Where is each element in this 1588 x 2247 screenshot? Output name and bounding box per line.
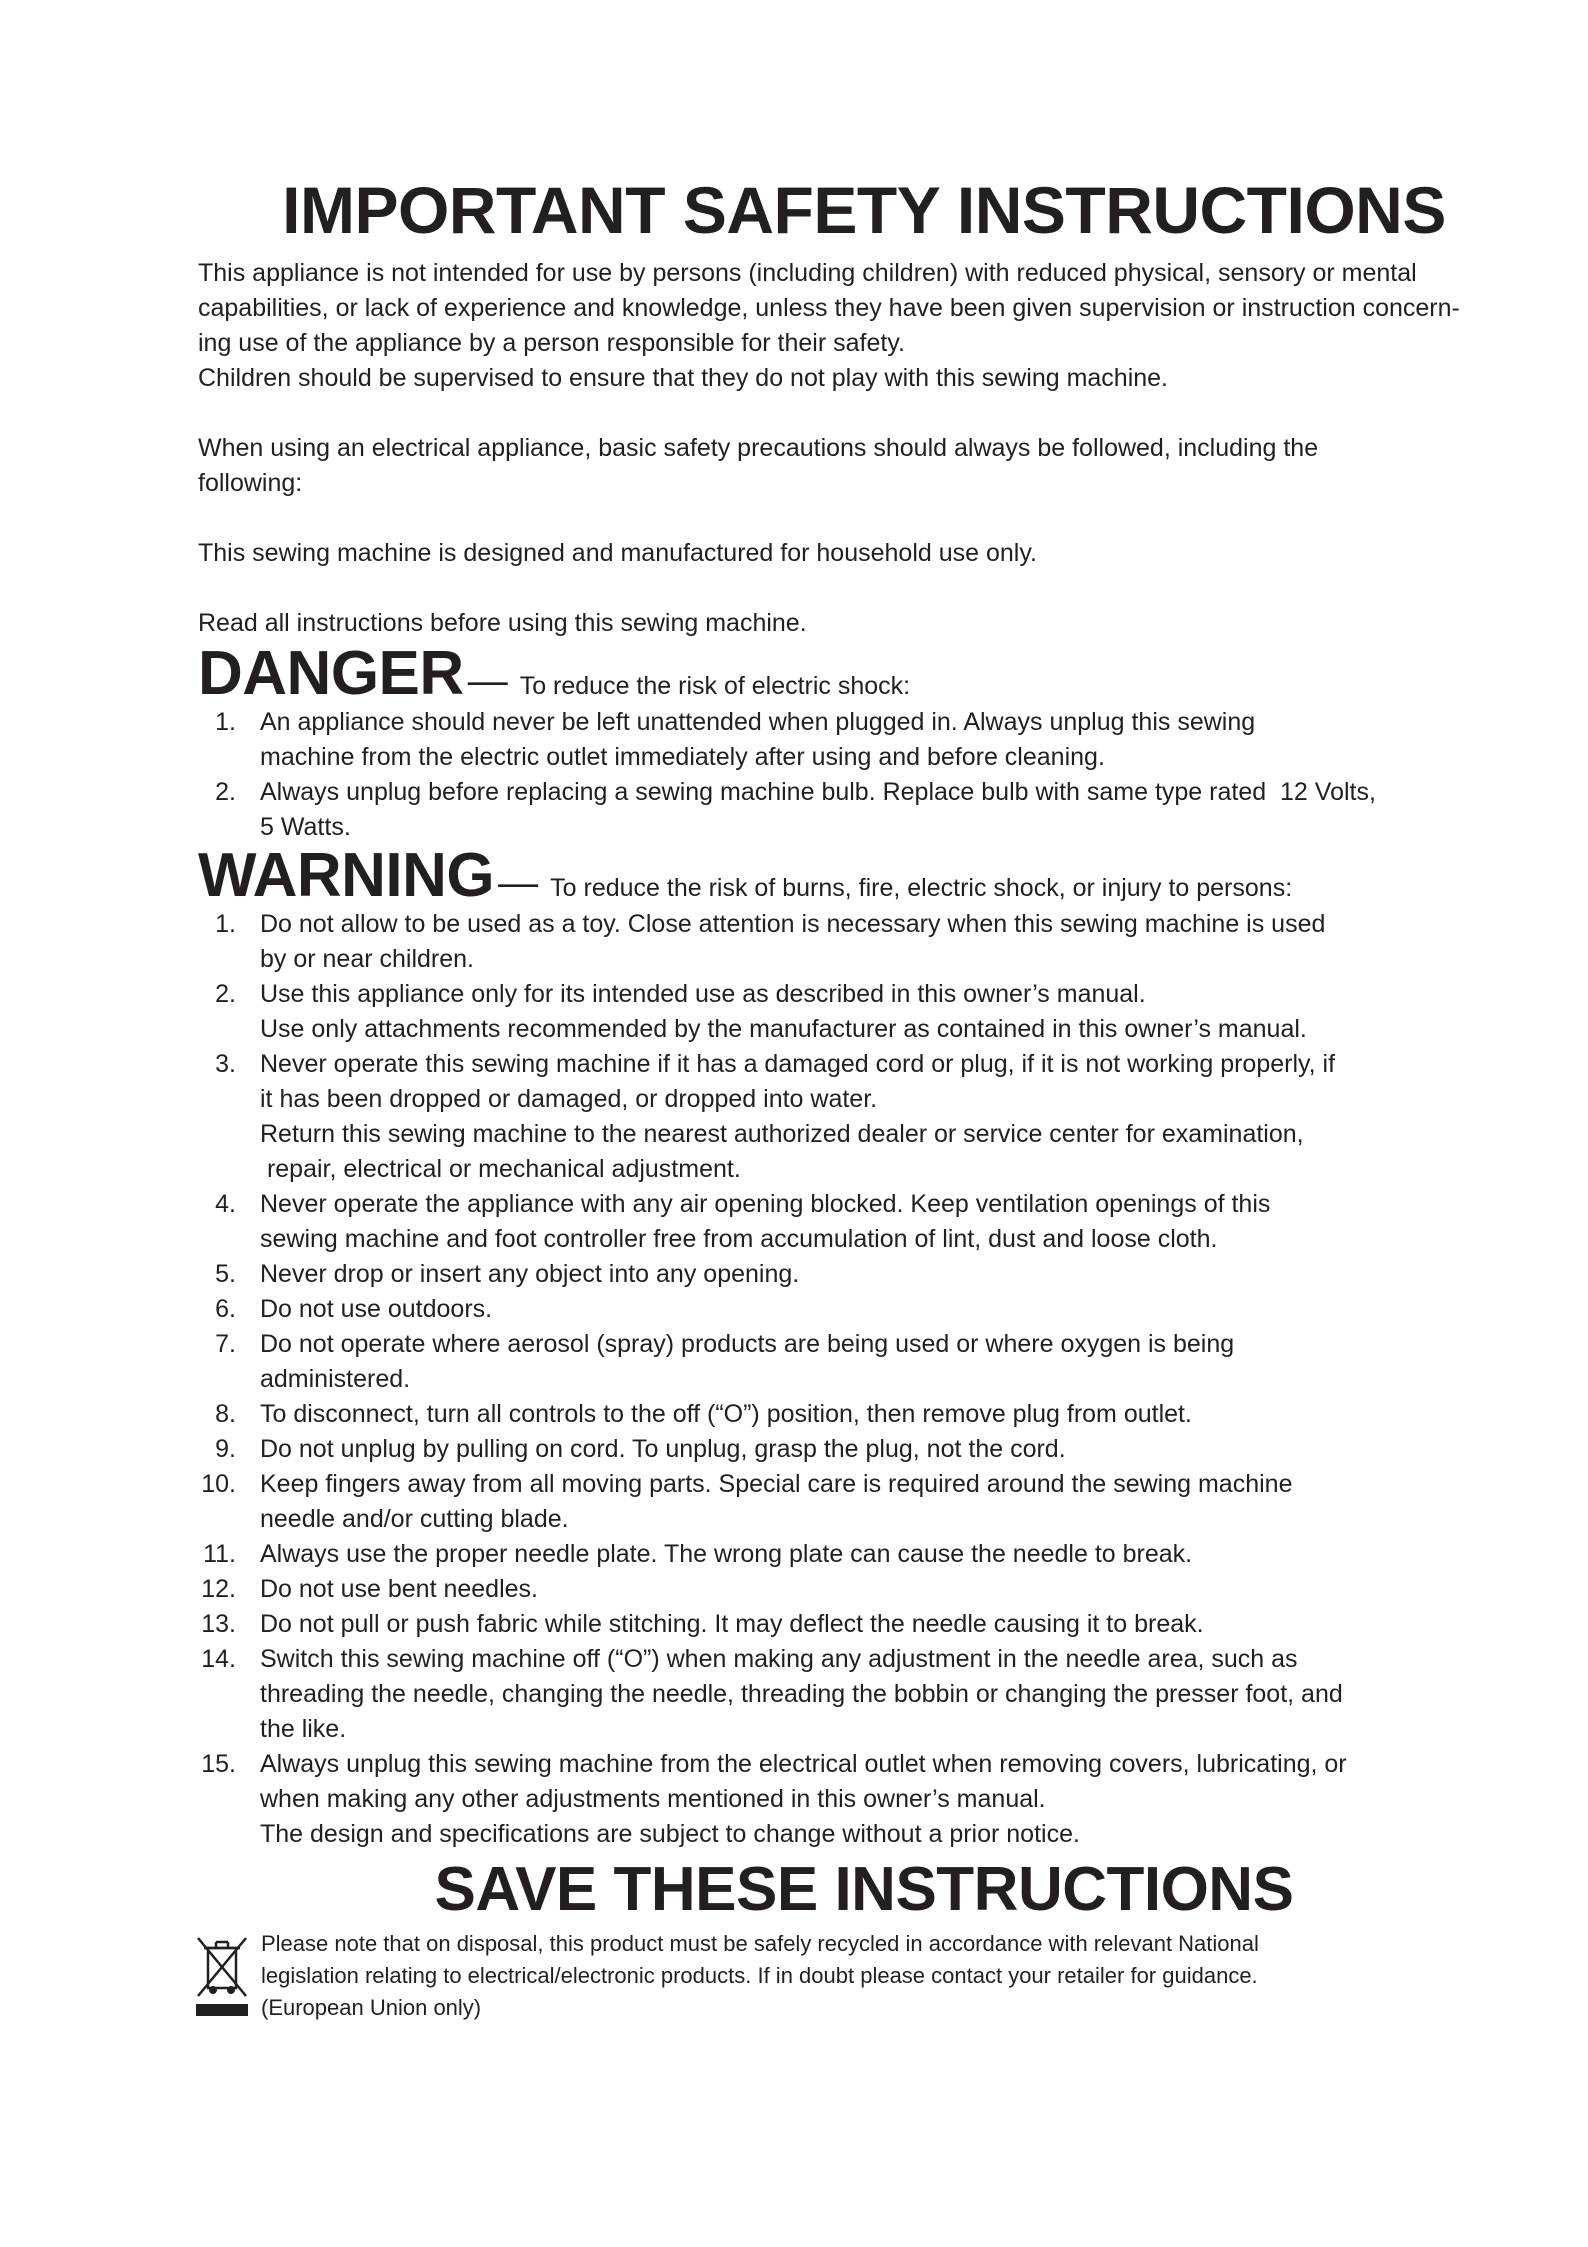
list-item-line: Do not pull or push fabric while stitching. It may deflect the needle causing it to break.: [260, 1610, 1204, 1638]
list-number: 11.: [203, 1540, 236, 1568]
list-item-line: needle and/or cutting blade.: [260, 1505, 569, 1533]
save-instructions-title: SAVE THESE INSTRUCTIONS: [434, 1855, 1294, 1924]
list-number: 14.: [201, 1645, 236, 1673]
list-number: 12.: [201, 1575, 236, 1603]
list-number: 4.: [215, 1190, 236, 1218]
list-number: 10.: [201, 1470, 236, 1498]
list-number: 3.: [215, 1050, 236, 1078]
warning-item-15: [198, 1747, 1448, 1852]
list-item-line: Do not allow to be used as a toy. Close attention is necessary when this sewing machine is used: [260, 910, 1326, 938]
warning-item-7: [198, 1327, 1448, 1397]
list-item-line: when making any other adjustments mentioned in this owner’s manual.: [260, 1785, 1046, 1813]
list-item-line: An appliance should never be left unattended when plugged in. Always unplug this sewing: [260, 708, 1256, 736]
list-item-line: Never drop or insert any object into any opening.: [260, 1260, 800, 1288]
paragraph-gap: [198, 571, 1548, 606]
warning-dash: —: [498, 861, 539, 905]
paragraph-gap: [198, 501, 1548, 536]
list-number: 13.: [201, 1610, 236, 1638]
danger-dash: —: [467, 659, 508, 703]
list-item-line: Always unplug before replacing a sewing machine bulb. Replace bulb with same type rated 12 Volts,: [260, 778, 1376, 806]
disposal-line: (European Union only): [261, 1995, 482, 2020]
list-item-line: Always unplug this sewing machine from the electrical outlet when removing covers, lubricating, or: [260, 1750, 1347, 1778]
intro-line: Children should be supervised to ensure that they do not play with this sewing machine.: [198, 364, 1169, 392]
list-item-line: Do not use bent needles.: [260, 1575, 538, 1603]
list-number: 2.: [215, 778, 236, 806]
danger-word: DANGER: [198, 639, 464, 708]
list-item-line: To disconnect, turn all controls to the off (“O”) position, then remove plug from outlet.: [260, 1400, 1192, 1428]
warning-item-10: [198, 1467, 1448, 1537]
crossed-out-wheelie-bin-icon: [196, 1936, 248, 2018]
list-item-line: Return this sewing machine to the nearest authorized dealer or service center for examination,: [260, 1120, 1304, 1148]
list-item-line: Do not unplug by pulling on cord. To unplug, grasp the plug, not the cord.: [260, 1435, 1066, 1463]
list-item-line: The design and specifications are subject to change without a prior notice.: [260, 1820, 1080, 1848]
warning-item-11: [198, 1537, 1448, 1572]
warning-item-1: [198, 907, 1448, 977]
intro-line: Read all instructions before using this sewing machine.: [198, 609, 807, 637]
list-item-line: Keep fingers away from all moving parts. Special care is required around the sewing machine: [260, 1470, 1293, 1498]
danger-heading: [198, 639, 1548, 712]
list-number: 8.: [215, 1400, 236, 1428]
list-item-line: machine from the electric outlet immediately after using and before cleaning.: [260, 743, 1105, 771]
list-item-line: Always use the proper needle plate. The wrong plate can cause the needle to break.: [260, 1540, 1193, 1568]
danger-item-2: [198, 775, 1448, 845]
warning-item-13: [198, 1607, 1448, 1642]
list-number: 9.: [215, 1435, 236, 1463]
list-item-line: threading the needle, changing the needle, threading the bobbin or changing the presser foot, and: [260, 1680, 1343, 1708]
intro-line: following:: [198, 469, 303, 497]
warning-item-8: [198, 1397, 1448, 1432]
paragraph-gap: [198, 396, 1548, 431]
list-item-line: 5 Watts.: [260, 813, 351, 841]
list-number: 1.: [215, 708, 236, 736]
disposal-text: [261, 1928, 1511, 2024]
warning-item-2: [198, 977, 1448, 1047]
list-item-line: sewing machine and foot controller free from accumulation of lint, dust and loose cloth.: [260, 1225, 1218, 1253]
intro-line: When using an electrical appliance, basic safety precautions should always be followed, including the: [198, 434, 1319, 462]
list-item-line: Use this appliance only for its intended use as described in this owner’s manual.: [260, 980, 1146, 1008]
list-item-line: Never operate the appliance with any air opening blocked. Keep ventilation openings of this: [260, 1190, 1271, 1218]
list-number: 6.: [215, 1295, 236, 1323]
warning-item-14: [198, 1642, 1448, 1747]
danger-item-1: [198, 705, 1448, 775]
warning-item-3: [198, 1047, 1448, 1187]
list-number: 1.: [215, 910, 236, 938]
disposal-line: Please note that on disposal, this product must be safely recycled in accordance with relevant National: [261, 1931, 1259, 1956]
warning-subtitle: To reduce the risk of burns, fire, electric shock, or injury to persons:: [550, 874, 1293, 902]
warning-item-9: [198, 1432, 1448, 1467]
intro-text: [198, 256, 1548, 641]
warning-list: [198, 907, 1448, 1852]
list-item-line: it has been dropped or damaged, or dropped into water.: [260, 1085, 878, 1113]
list-item-line: Do not operate where aerosol (spray) products are being used or where oxygen is being: [260, 1330, 1235, 1358]
page-title: IMPORTANT SAFETY INSTRUCTIONS: [282, 173, 1446, 247]
intro-line: This sewing machine is designed and manufactured for household use only.: [198, 539, 1037, 567]
list-number: 15.: [201, 1750, 236, 1778]
list-item-line: the like.: [260, 1715, 347, 1743]
list-item-line: Use only attachments recommended by the manufacturer as contained in this owner’s manual.: [260, 1015, 1307, 1043]
warning-item-5: [198, 1257, 1448, 1292]
warning-item-4: [198, 1187, 1448, 1257]
intro-line: This appliance is not intended for use by persons (including children) with reduced physical, sensory or mental: [198, 259, 1417, 287]
list-number: 5.: [215, 1260, 236, 1288]
list-item-line: repair, electrical or mechanical adjustment.: [260, 1155, 741, 1183]
intro-line: capabilities, or lack of experience and knowledge, unless they have been given supervision or instruction concern-: [198, 294, 1460, 322]
warning-item-12: [198, 1572, 1448, 1607]
danger-subtitle: To reduce the risk of electric shock:: [519, 672, 911, 700]
list-number: 2.: [215, 980, 236, 1008]
list-item-line: Never operate this sewing machine if it has a damaged cord or plug, if it is not working properly, if: [260, 1050, 1336, 1078]
list-item-line: Do not use outdoors.: [260, 1295, 493, 1323]
disposal-line: legislation relating to electrical/electronic products. If in doubt please contact your retailer for guidance.: [261, 1963, 1258, 1988]
list-item-line: Switch this sewing machine off (“O”) when making any adjustment in the needle area, such as: [260, 1645, 1298, 1673]
list-number: 7.: [215, 1330, 236, 1358]
warning-heading: [198, 841, 1548, 914]
warning-item-6: [198, 1292, 1448, 1327]
intro-line: ing use of the appliance by a person responsible for their safety.: [198, 329, 905, 357]
list-item-line: administered.: [260, 1365, 411, 1393]
danger-list: [198, 705, 1448, 845]
list-item-line: by or near children.: [260, 945, 475, 973]
warning-word: WARNING: [198, 841, 495, 910]
